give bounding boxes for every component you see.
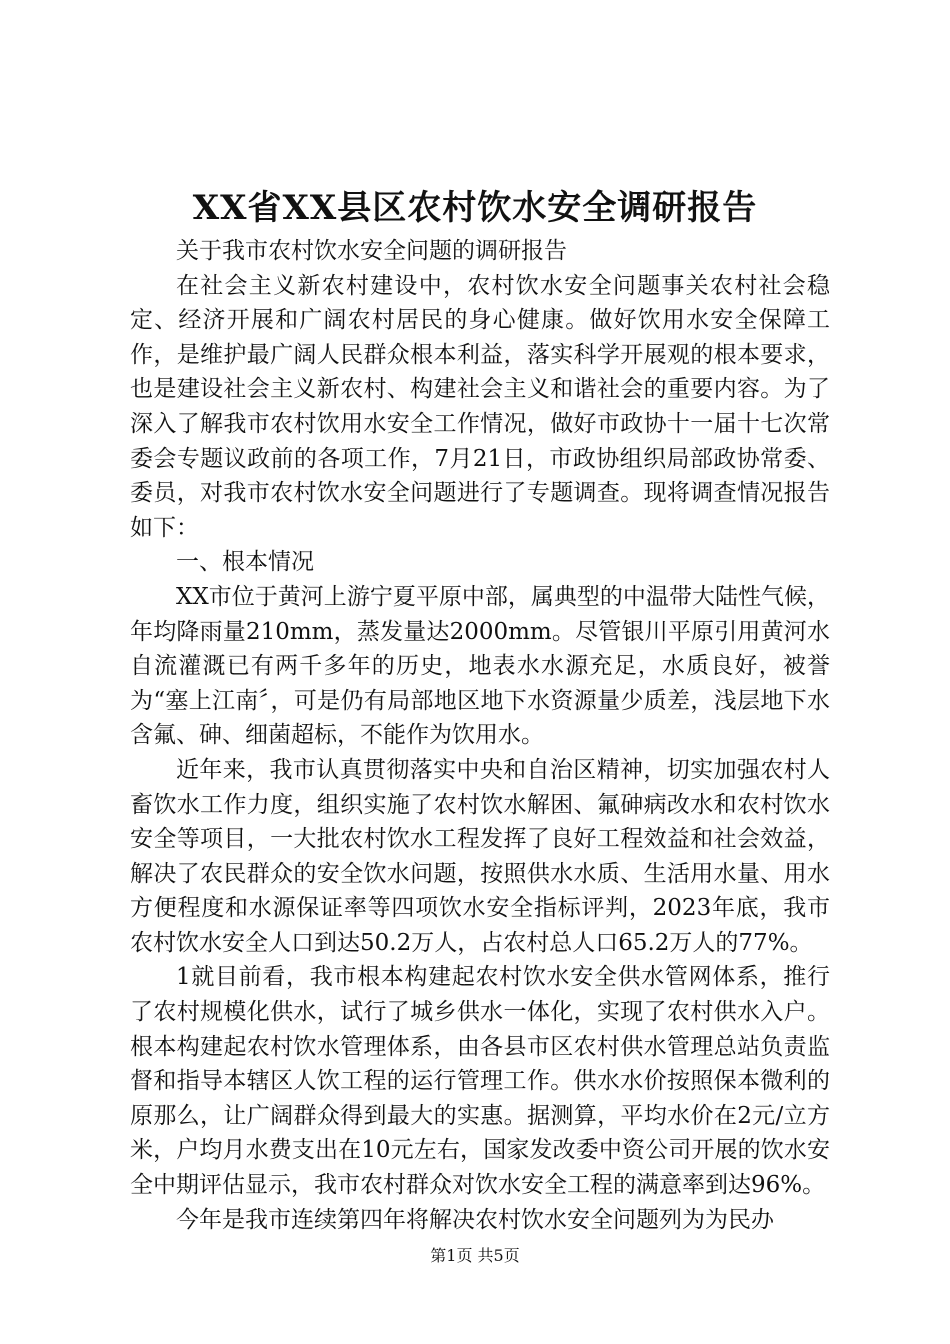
- body-paragraph: 近年来，我市认真贯彻落实中央和自治区精神，切实加强农村人畜饮水工作力度，组织实施了农村饮水解困、氟砷病改水和农村饮水安全等项目，一大批农村饮水工程发挥了良好工程效益和社会效益，解决了农民群众的安全饮水问题，按照供水水质、生活用水量、用水方便程度和水源保证率等四项饮水安全指标评判，2023年底，我市农村饮水安全人口到达50.2万人，占农村总人口65.2万人的77%。: [130, 756, 830, 956]
- body-paragraph: 1就目前看，我市根本构建起农村饮水安全供水管网体系，推行了农村规模化供水，试行了城乡供水一体化，实现了农村供水入户。根本构建起农村饮水管理体系，由各县市区农村供水管理总站负责监督和指导本辖区人饮工程的运行管理工作。供水水价按照保本微利的原那么，让广阔群众得到最大的实惠。据测算，平均水价在2元/立方米，户均月水费支出在10元左右，国家发改委中资公司开展的饮水安全中期评估显示，我市农村群众对饮水安全工程的满意率到达96%。: [130, 964, 830, 1199]
- body-paragraph: XX市位于黄河上游宁夏平原中部，属典型的中温带大陆性气候，年均降雨量210mm，蒸发量达2000mm。尽管银川平原引用黄河水自流灌溉已有两千多年的历史，地表水水源充足，水质良好，被誉为“塞上江南〞，可是仍有局部地区地下水资源量少质差，浅层地下水含氟、砷、细菌超标，不能作为饮用水。: [130, 583, 830, 749]
- body-paragraph: 今年是我市连续第四年将解决农村饮水安全问题列为为民办: [176, 1206, 774, 1233]
- subtitle-paragraph: 关于我市农村饮水安全问题的调研报告: [176, 238, 567, 264]
- intro-paragraph: 在社会主义新农村建设中，农村饮水安全问题事关农村社会稳定、经济开展和广阔农村居民的身心健康。做好饮用水安全保障工作，是维护最广阔人民群众根本利益，落实科学开展观的根本要求，也是建设社会主义新农村、构建社会主义和谐社会的重要内容。为了深入了解我市农村饮用水安全工作情况，做好市政协十一届十七次常委会专题议政前的各项工作，7月21日，市政协组织局部政协常委、委员，对我市农村饮水安全问题进行了专题调查。现将调查情况报告如下：: [130, 272, 830, 541]
- page-number-footer: 第1页 共5页: [430, 1246, 520, 1265]
- document-title: XX省XX县区农村饮水安全调研报告: [192, 188, 758, 228]
- section-heading: 一、根本情况: [176, 549, 314, 576]
- document-body: [130, 234, 830, 1237]
